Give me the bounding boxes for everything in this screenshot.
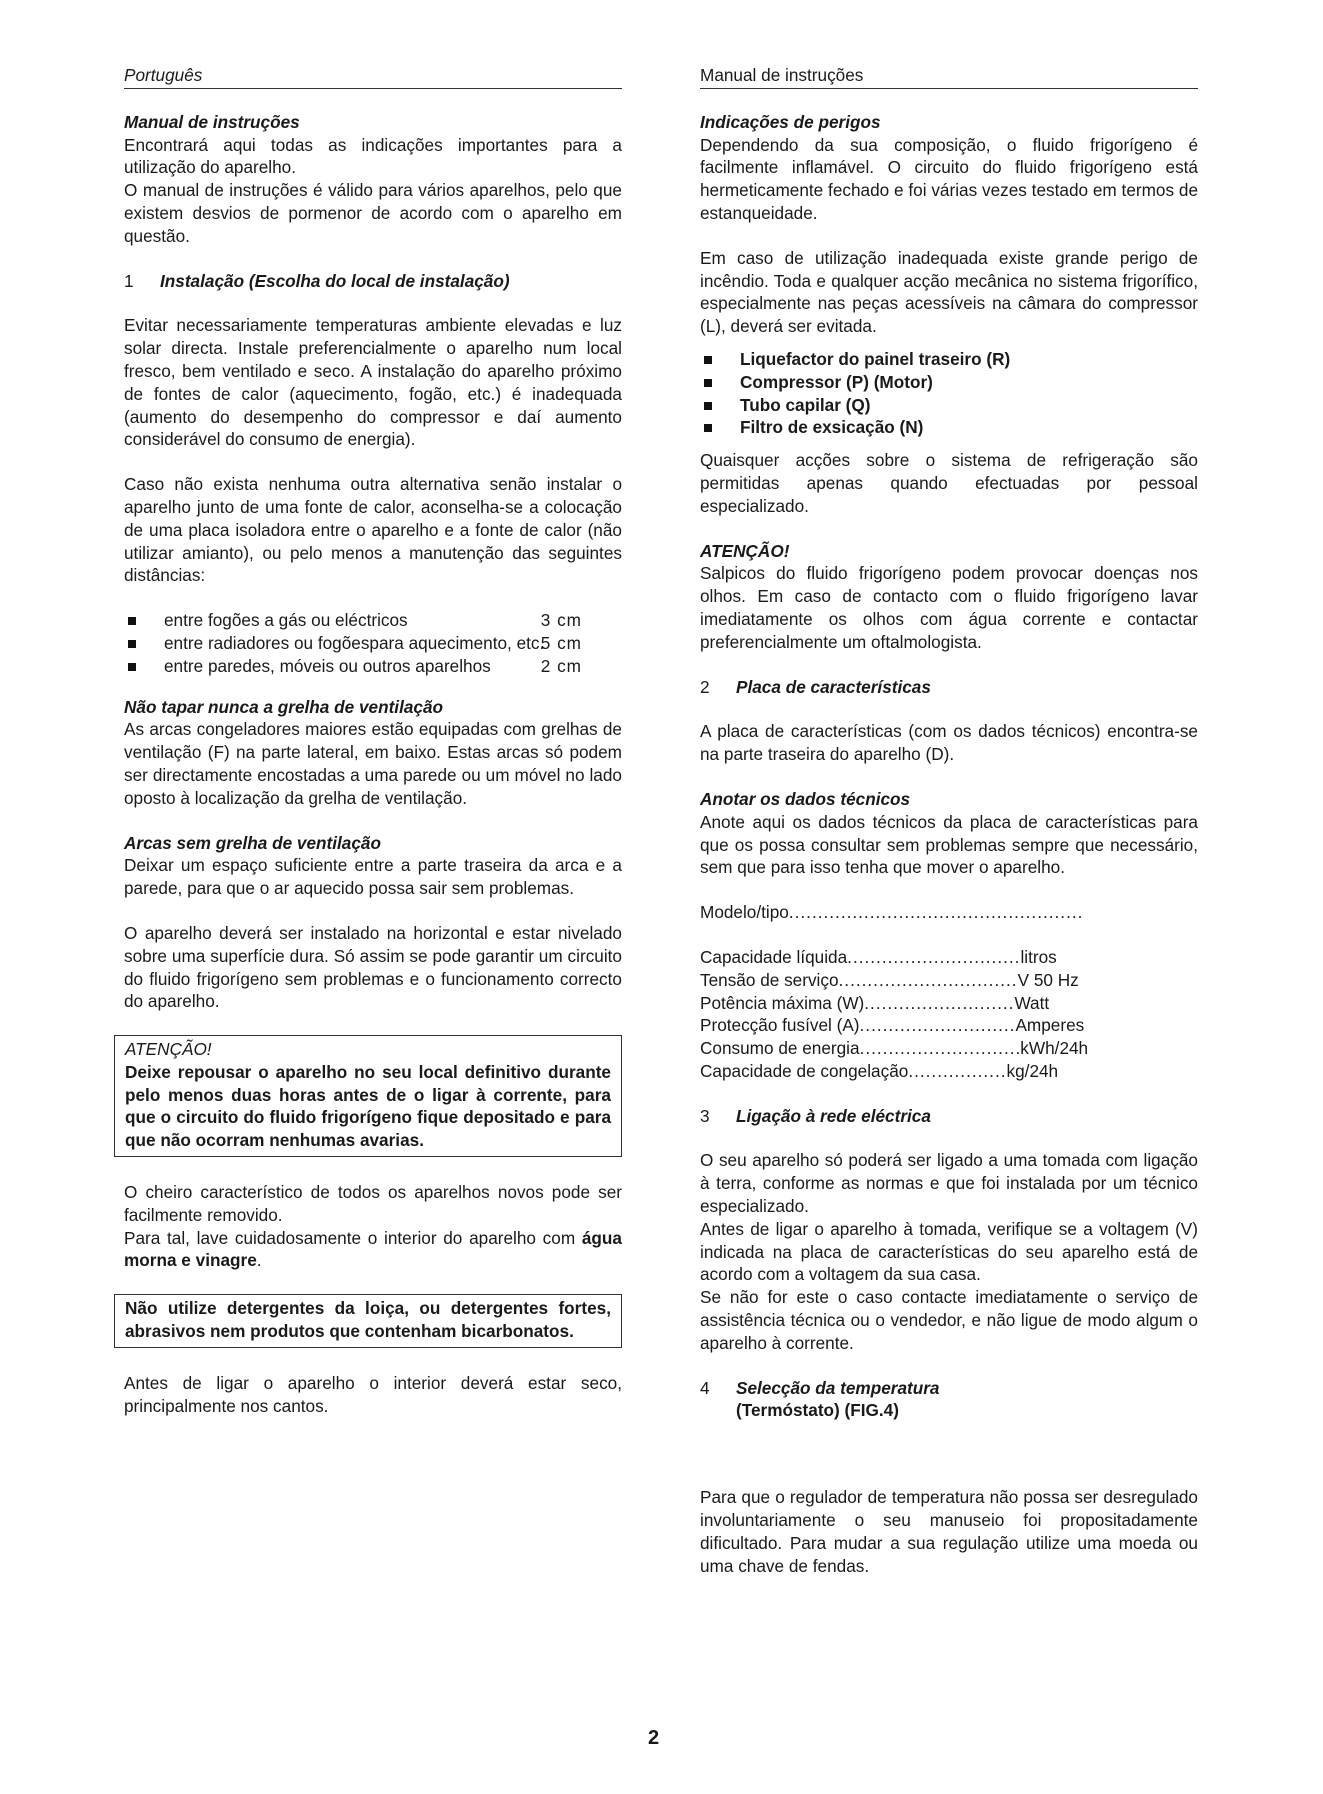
tech-dots: ........................... (859, 1038, 1016, 1059)
bullet-square-icon (704, 356, 712, 364)
section-1-title: Instalação (Escolha do local de instalação) (160, 270, 510, 291)
parts-text: Liquefactor do painel traseiro (R) (740, 348, 1011, 369)
parts-item (700, 348, 1198, 371)
tech-label: Tensão de serviço (700, 969, 839, 990)
tech-dots: .......................... (864, 992, 1015, 1013)
smell-bold-text: água morna e vinagre (124, 1227, 622, 1271)
section-3-paragraph-3: Se não for este o caso contacte imediatamente o serviço de assistência técnica ou o vendedor, e não ligue de modo algum o aparelho à corrente. (700, 1287, 1198, 1353)
distance-text: entre fogões a gás ou eléctricos (164, 610, 408, 631)
parts-text: Compressor (P) (Motor) (740, 371, 933, 392)
attention-heading: ATENÇÃO! (700, 540, 790, 561)
smell-end: . (256, 1250, 262, 1271)
actions-paragraph: Quaisquer acções sobre o sistema de refrigeração são permitidas apenas quando efectuadas por pessoal especializado. (700, 450, 1198, 516)
tech-label: Capacidade de congelação (700, 1060, 909, 1081)
parts-item (700, 416, 1198, 439)
distance-list (124, 609, 622, 677)
section-4-paragraph: Para que o regulador de temperatura não possa ser desregulado involuntariamente o seu manuseio foi propositadamente dificultado. Para mudar a sua regulação utilize uma moeda ou uma chave de fendas. (700, 1487, 1198, 1576)
tech-label: Protecção fusível (A) (700, 1015, 860, 1036)
bullet-square-icon (704, 402, 712, 410)
no-ventilation-heading: Arcas sem grelha de ventilação (124, 832, 381, 853)
section-4-number: 4 (700, 1377, 710, 1398)
left-column (124, 64, 622, 1439)
bullet-square-icon (128, 617, 136, 625)
tech-row (700, 992, 1198, 1015)
smell-paragraph-1: O cheiro característico de todos os aparelhos novos pode ser facilmente removido. (124, 1182, 622, 1225)
distance-value: 3 cm (540, 610, 582, 631)
technical-data (700, 946, 1198, 1083)
model-line (700, 901, 1198, 924)
note-paragraph: Anote aqui os dados técnicos da placa de características para que os possa consultar sem problemas sempre que necessário, sem que para isso tenha que mover o aparelho. (700, 811, 1198, 878)
tech-row (700, 1037, 1198, 1060)
no-ventilation-paragraph: Deixar um espaço suficiente entre a parte traseira da arca e a parede, para que o ar aquecido possa sair sem problemas. (124, 855, 622, 899)
section-4-title: Selecção da temperatura (736, 1377, 940, 1398)
tech-unit: V 50 Hz (1017, 969, 1079, 990)
model-label: Modelo/tipo (700, 902, 789, 923)
ventilation-paragraph: As arcas congeladores maiores estão equipadas com grelhas de ventilação (F) na parte lateral, em baixo. Estas arcas só podem ser directamente encostadas a uma parede ou um móvel no lado oposto à localização da grelha de ventilação. (124, 719, 622, 808)
section-4-subtitle: (Termóstato) (FIG.4) (736, 1400, 899, 1421)
section-2-title: Placa de características (736, 676, 931, 697)
bullet-square-icon (704, 424, 712, 432)
intro-paragraph-2: O manual de instruções é válido para vários aparelhos, pelo que existem desvios de pormenor de acordo com o aparelho em questão. (124, 180, 622, 246)
tech-unit: Watt (1014, 992, 1050, 1013)
tech-unit: kg/24h (1006, 1060, 1059, 1081)
distance-item (124, 609, 622, 632)
parts-list (700, 348, 1198, 439)
parts-item (700, 371, 1198, 394)
bullet-square-icon (128, 640, 136, 648)
right-column (700, 64, 1198, 1599)
bullet-square-icon (704, 379, 712, 387)
tech-dots: ................. (908, 1060, 1007, 1081)
distance-value: 2 cm (540, 655, 582, 676)
detergent-text: Não utilize detergentes da loiça, ou detergentes fortes, abrasivos nem produtos que contenham bicarbonatos. (125, 1298, 611, 1342)
distance-text: entre paredes, móveis ou outros aparelhos (164, 655, 491, 676)
level-paragraph: O aparelho deverá ser instalado na horizontal e estar nivelado sobre uma superfície dura. Só assim se pode garantir um circuito do fluido frigorígeno sem problemas e o funcionamento correcto do aparelho. (124, 922, 622, 1012)
header-manual: Manual de instruções (700, 64, 1198, 89)
section-2-heading (700, 676, 1198, 699)
tech-dots: ........................... (859, 1015, 1016, 1036)
attention-paragraph: Salpicos do fluido frigorígeno podem provocar doenças nos olhos. Em caso de contacto com o fluido frigorígeno lavar imediatamente os olhos com água corrente e contactar preferencialmente um oftalmologista. (700, 563, 1198, 652)
tech-row (700, 1014, 1198, 1037)
section-3-heading (700, 1105, 1198, 1128)
distance-value: 5 cm (540, 632, 582, 653)
section-2-number: 2 (700, 676, 710, 697)
warning-text: Deixe repousar o aparelho no seu local definitivo durante pelo menos duas horas antes de o ligar à corrente, para que o circuito do fluido frigorígeno fique depositado e para que não ocorram nenhumas avarias. (125, 1061, 611, 1151)
tech-row (700, 946, 1198, 969)
tech-label: Capacidade líquida (700, 946, 848, 967)
section-3-paragraph-2: Antes de ligar o aparelho à tomada, verifique se a voltagem (V) indicada na placa de características do seu aparelho está de acordo com a voltagem da sua casa. (700, 1218, 1198, 1285)
model-dots: ................................................... (788, 902, 1084, 923)
danger-heading: Indicações de perigos (700, 111, 881, 132)
warning-title: ATENÇÃO! (125, 1039, 212, 1060)
intro-paragraph-1: Encontrará aqui todas as indicações importantes para a utilização do aparelho. (124, 134, 622, 178)
dry-paragraph: Antes de ligar o aparelho o interior deverá estar seco, principalmente nos cantos. (124, 1372, 622, 1416)
tech-unit: litros (1020, 946, 1057, 967)
tech-dots: ............................... (838, 969, 1018, 990)
tech-label: Consumo de energia (700, 1038, 860, 1059)
section-1-paragraph-1: Evitar necessariamente temperaturas ambiente elevadas e luz solar directa. Instale preferencialmente o aparelho num local fresco, bem ventilado e seco. A instalação do aparelho próximo de fontes de calor (aquecimento, fogão, etc.) é inadequada (aumento do desempenho do compressor e daí aumento considerável do consumo de energia). (124, 315, 622, 450)
note-heading: Anotar os dados técnicos (700, 788, 911, 809)
intro-heading: Manual de instruções (124, 111, 300, 132)
danger-paragraph-2: Em caso de utilização inadequada existe grande perigo de incêndio. Toda e qualquer acção mecânica no sistema frigorífico, especialmente nas peças acessíveis na câmara do compressor (L), deverá ser evitada. (700, 247, 1198, 337)
ventilation-heading: Não tapar nunca a grelha de ventilação (124, 696, 444, 717)
section-3-number: 3 (700, 1105, 710, 1126)
tech-dots: .............................. (847, 946, 1021, 967)
smell-text: Para tal, lave cuidadosamente o interior do aparelho com (124, 1227, 582, 1248)
bullet-square-icon (128, 663, 136, 671)
section-3-title: Ligação à rede eléctrica (736, 1105, 931, 1126)
smell-paragraph-2 (124, 1227, 622, 1273)
tech-unit: Amperes (1015, 1015, 1085, 1036)
parts-text: Tubo capilar (Q) (740, 394, 871, 415)
section-1-number: 1 (124, 270, 134, 291)
section-3-paragraph-1: O seu aparelho só poderá ser ligado a uma tomada com ligação à terra, conforme as normas e que foi instalada por um técnico especializado. (700, 1150, 1198, 1217)
warning-box (114, 1035, 622, 1157)
tech-row (700, 969, 1198, 992)
page-number: 2 (648, 1727, 660, 1749)
section-1-paragraph-2: Caso não exista nenhuma outra alternativa senão instalar o aparelho junto de uma fonte de calor, aconselha-se a colocação de uma placa isoladora entre o aparelho e a fonte de calor (não utilizar amianto), ou pelo menos a manutenção das seguintes distâncias: (124, 474, 622, 586)
danger-paragraph-1: Dependendo da sua composição, o fluido frigorígeno é facilmente inflamável. O circuito do fluido frigorígeno está hermeticamente fechado e foi várias vezes testado em termos de estanqueidade. (700, 134, 1198, 223)
section-1-heading (124, 270, 622, 293)
section-4-heading (700, 1377, 1198, 1400)
distance-item (124, 655, 622, 678)
parts-text: Filtro de exsicação (N) (740, 417, 924, 438)
header-language: Português (124, 64, 622, 89)
section-2-paragraph: A placa de características (com os dados técnicos) encontra-se na parte traseira do aparelho (D). (700, 721, 1198, 765)
tech-label: Potência máxima (W) (700, 992, 865, 1013)
tech-row (700, 1060, 1198, 1083)
tech-unit: .kWh/24h (1015, 1038, 1089, 1059)
distance-item (124, 632, 622, 655)
detergent-box (114, 1294, 622, 1348)
parts-item (700, 394, 1198, 417)
distance-text: entre radiadores ou fogõespara aquecimento, etc. (164, 632, 545, 653)
